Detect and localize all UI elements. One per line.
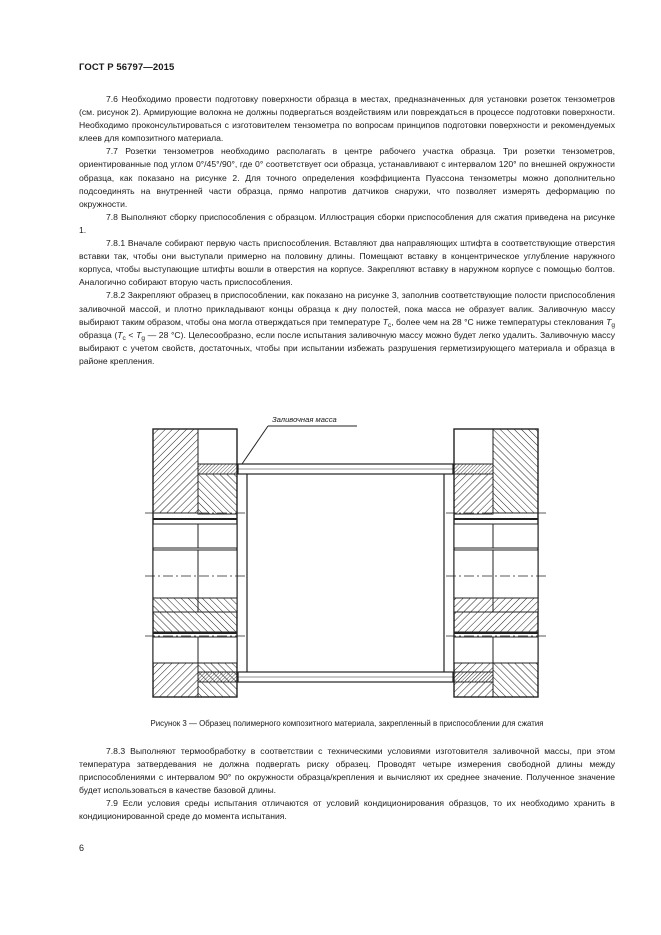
paragraph-7-8-1: 7.8.1 Вначале собирают первую часть приспособления. Вставляют два направляющих штифта в соответствующие отверстия вставки так, чтобы они выступали примерно на половину длины. Помещают вставку в концентрическое углубление наружного корпуса, чтобы выступающие штифты вошли в отверстия на корпусе. Закрепляют вставку в наружном корпусе с помощью болтов. Аналогично собирают вторую часть приспособления. (79, 238, 615, 288)
figure-caption: Рисунок 3 — Образец полимерного композитного материала, закрепленный в приспособлении для сжатия (150, 719, 544, 728)
p782-part-b: , более чем на 28 °C ниже температуры стеклования (391, 316, 607, 327)
standard-header: ГОСТ Р 56797—2015 (79, 62, 175, 73)
figure-3-drawing (145, 414, 555, 704)
ineq-subscript-g: g (141, 334, 145, 342)
page-number: 6 (79, 843, 85, 853)
paragraph-7-6: 7.6 Необходимо провести подготовку поверхности образца в местах, предназначенных для установки розеток тензометров (см. рисунок 2). Армирующие волокна не должны подвергаться воздействиям или повреждаться в процессе подготовки поверхности. Необходимо проконсультироваться с изготовителем тензометра по вопросам принципов подготовки поверхности и рекомендуемых клеев для композитного материала. (79, 94, 615, 144)
potting-compound-label: Заливочная масса (272, 415, 337, 424)
paragraph-7-8-3: 7.8.3 Выполняют термообработку в соответствии с техническими условиями изготовителя заливочной массы, при этом температура затвердевания не должна подвергать риску образец. Проводят четыре измерения свободной длины между приспособлениями с интервалом 90° по окружности образца/крепления и вычисляют их среднее значение. Полученное значение будет использоваться в качестве базовой длины. (79, 746, 615, 796)
text-block-top (79, 93, 615, 368)
ineq-symbol-tg: T (136, 329, 142, 340)
paragraph-7-7: 7.7 Розетки тензометров необходимо располагать в центре рабочего участка образца. Три розетки тензометров, ориентированные под углом 0°/45°/90°, где 0° соответствует оси образца, устанавливают с интервалом 120° по внешней окружности образца, как показано на рисунке 2. Для точного определения коэффициента Пуассона тензометры можно дополнительно подсоединять на внутренней части образца, прямо напротив датчиков снаружи, что позволяет измерять деформацию по окружности. (79, 146, 615, 209)
subscript-g: g (611, 321, 615, 329)
symbol-tg: T (606, 316, 612, 327)
p782-part-d: Целесообразно, если после испытания заливочную массу можно будет легко удалить. Заливочную массу выбирают с учетом свойств, достаточных, чтобы при испытании избежать разрушения герметизирующего материала и образца в районе крепления. (79, 329, 615, 366)
p782-part-a: 7.8.2 Закрепляют образец в приспособлении, как показано на рисунке 3, заполнив соответствующие полости приспособления заливочной массой, и плотно прикладывают концы образца к дну полостей, пока масса не образует валик. Заливочную массу выбирают таким образом, чтобы она могла отверждаться при температуре (79, 290, 615, 327)
ineq-subscript-c: c (122, 334, 126, 342)
text-block-bottom (79, 745, 615, 824)
specimen-tube (238, 464, 453, 682)
ineq-symbol-tc: T (117, 329, 123, 340)
subscript-c: c (388, 321, 392, 329)
ineq-end: — 28 °C). (144, 329, 186, 340)
potting-leader (242, 426, 357, 464)
paragraph-7-9: 7.9 Если условия среды испытания отличаются от условий кондиционирования образцов, то их необходимо хранить в кондиционированной среде до момента испытания. (79, 798, 615, 822)
right-fixture (446, 429, 547, 697)
paragraph-7-8-2 (79, 289, 615, 368)
ineq-less-than: < (125, 329, 137, 340)
fixture-diagram (145, 414, 555, 704)
left-fixture (145, 429, 245, 697)
paragraph-7-8: 7.8 Выполняют сборку приспособления с образцом. Иллюстрация сборки приспособления для сжатия приведена на рисунке 1. (79, 211, 615, 235)
symbol-tc: T (382, 316, 388, 327)
p782-part-c: образца ( (79, 329, 118, 340)
